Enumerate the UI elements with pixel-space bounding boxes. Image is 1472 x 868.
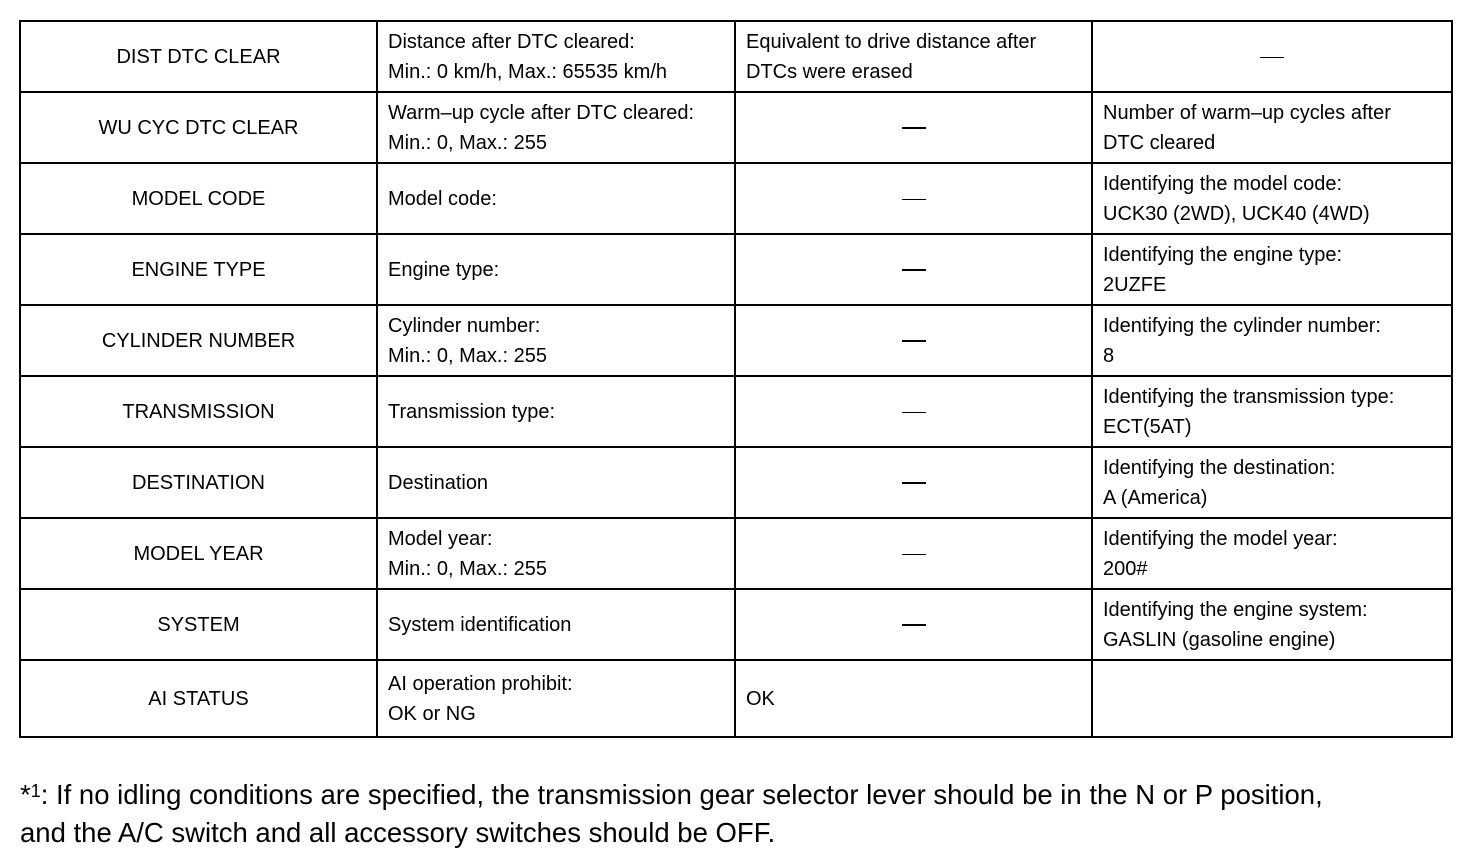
table-row	[20, 589, 1452, 660]
diagnostic-note-cell	[1092, 447, 1452, 518]
table-row	[20, 92, 1452, 163]
measurement-line: Model code:	[388, 187, 497, 210]
measurement-cell	[377, 234, 735, 305]
measurement-cell	[377, 447, 735, 518]
measurement-line: Engine type:	[388, 258, 500, 281]
empty-dash	[902, 127, 926, 129]
diagnostic-note-line: Number of warm–up cycles after	[1103, 101, 1391, 124]
empty-dash	[902, 554, 926, 555]
empty-dash	[902, 199, 926, 200]
diagnostic-note-cell	[1092, 660, 1452, 737]
empty-dash	[902, 624, 926, 626]
diagnostic-note-cell	[1092, 376, 1452, 447]
measurement-cell	[377, 518, 735, 589]
table-row	[20, 518, 1452, 589]
diagnostic-note-line: Identifying the engine system:	[1103, 598, 1368, 621]
empty-dash	[902, 412, 926, 413]
measurement-line: Cylinder number:	[388, 314, 541, 337]
measurement-line: Transmission type:	[388, 400, 556, 423]
diagnostic-note-line: Identifying the model code:	[1103, 172, 1343, 195]
normal-condition-cell	[735, 589, 1092, 660]
normal-condition-cell	[735, 518, 1092, 589]
measurement-line: Min.: 0, Max.: 255	[388, 131, 547, 154]
diagnostic-note-cell	[1092, 21, 1452, 92]
measurement-cell	[377, 589, 735, 660]
normal-condition-cell	[735, 21, 1092, 92]
diagnostic-note-line: UCK30 (2WD), UCK40 (4WD)	[1103, 202, 1370, 225]
footnote-marker-number: 1	[30, 781, 41, 801]
diagnostic-note-cell	[1092, 92, 1452, 163]
measurement-line: Min.: 0 km/h, Max.: 65535 km/h	[388, 60, 667, 83]
item-label: DESTINATION	[132, 471, 265, 494]
data-list-table	[19, 20, 1453, 738]
item-label: ENGINE TYPE	[131, 258, 266, 281]
table-row	[20, 660, 1452, 737]
empty-dash	[902, 482, 926, 484]
measurement-line: Min.: 0, Max.: 255	[388, 344, 547, 367]
item-label: WU CYC DTC CLEAR	[98, 116, 299, 139]
item-label: MODEL YEAR	[133, 542, 264, 565]
measurement-line: Model year:	[388, 527, 493, 550]
measurement-cell	[377, 305, 735, 376]
measurement-line: Distance after DTC cleared:	[388, 30, 635, 53]
diagnostic-note-line: Identifying the cylinder number:	[1103, 314, 1381, 337]
empty-dash	[1260, 57, 1284, 58]
empty-dash	[902, 340, 926, 342]
item-cell	[20, 92, 377, 163]
diagnostic-note-cell	[1092, 589, 1452, 660]
footnote	[20, 776, 1460, 852]
measurement-cell	[377, 163, 735, 234]
normal-condition-line: DTCs were erased	[746, 60, 913, 83]
measurement-cell	[377, 660, 735, 737]
item-cell	[20, 589, 377, 660]
diagnostic-note-line: 8	[1103, 344, 1115, 367]
normal-condition-cell	[735, 376, 1092, 447]
diagnostic-note-cell	[1092, 305, 1452, 376]
item-cell	[20, 447, 377, 518]
item-label: AI STATUS	[148, 687, 249, 710]
item-cell	[20, 21, 377, 92]
item-label: MODEL CODE	[131, 187, 266, 210]
diagnostic-note-line: GASLIN (gasoline engine)	[1103, 628, 1336, 651]
diagnostic-note-line: Identifying the destination:	[1103, 456, 1336, 479]
item-cell	[20, 305, 377, 376]
measurement-line: Destination	[388, 471, 489, 494]
diagnostic-note-line: A (America)	[1103, 486, 1208, 509]
measurement-cell	[377, 92, 735, 163]
diagnostic-note-line: Identifying the engine type:	[1103, 243, 1343, 266]
item-cell	[20, 660, 377, 737]
normal-condition-cell	[735, 447, 1092, 518]
item-cell	[20, 234, 377, 305]
measurement-cell	[377, 376, 735, 447]
item-cell	[20, 376, 377, 447]
normal-condition-line: Equivalent to drive distance after	[746, 30, 1037, 53]
item-label: DIST DTC CLEAR	[116, 45, 281, 68]
diagnostic-note-line: ECT(5AT)	[1103, 415, 1192, 438]
measurement-line: Min.: 0, Max.: 255	[388, 557, 547, 580]
table-row	[20, 234, 1452, 305]
item-label: SYSTEM	[157, 613, 240, 636]
diagnostic-note-line: DTC cleared	[1103, 131, 1216, 154]
footnote-marker: *	[20, 779, 31, 810]
normal-condition-cell	[735, 92, 1092, 163]
item-cell	[20, 518, 377, 589]
table-row	[20, 21, 1452, 92]
diagnostic-note-cell	[1092, 234, 1452, 305]
table-row	[20, 305, 1452, 376]
footnote-text-1: : If no idling conditions are specified, the transmission gear selector lever should be in the N or P position,	[40, 779, 1323, 810]
footnote-line-2: and the A/C switch and all accessory switches should be OFF.	[20, 817, 776, 848]
item-label: TRANSMISSION	[122, 400, 275, 423]
normal-condition-cell	[735, 660, 1092, 737]
diagnostic-note-line: Identifying the model year:	[1103, 527, 1338, 550]
diagnostic-note-cell	[1092, 163, 1452, 234]
measurement-line: Warm–up cycle after DTC cleared:	[388, 101, 695, 124]
diagnostic-note-cell	[1092, 518, 1452, 589]
normal-condition-cell	[735, 163, 1092, 234]
normal-condition-line: OK	[746, 687, 775, 710]
measurement-line: OK or NG	[388, 702, 476, 725]
item-label: CYLINDER NUMBER	[101, 329, 296, 352]
table-row	[20, 376, 1452, 447]
footnote-line-1	[20, 776, 1460, 814]
table-row	[20, 447, 1452, 518]
measurement-line: AI operation prohibit:	[388, 672, 573, 695]
diagnostic-note-line: 2UZFE	[1103, 273, 1167, 296]
empty-dash	[902, 269, 926, 271]
table-row	[20, 163, 1452, 234]
diagnostic-note-line: Identifying the transmission type:	[1103, 385, 1395, 408]
measurement-cell	[377, 21, 735, 92]
diagnostic-note-line: 200#	[1103, 557, 1148, 580]
normal-condition-cell	[735, 305, 1092, 376]
measurement-line: System identification	[388, 613, 572, 636]
normal-condition-cell	[735, 234, 1092, 305]
item-cell	[20, 163, 377, 234]
